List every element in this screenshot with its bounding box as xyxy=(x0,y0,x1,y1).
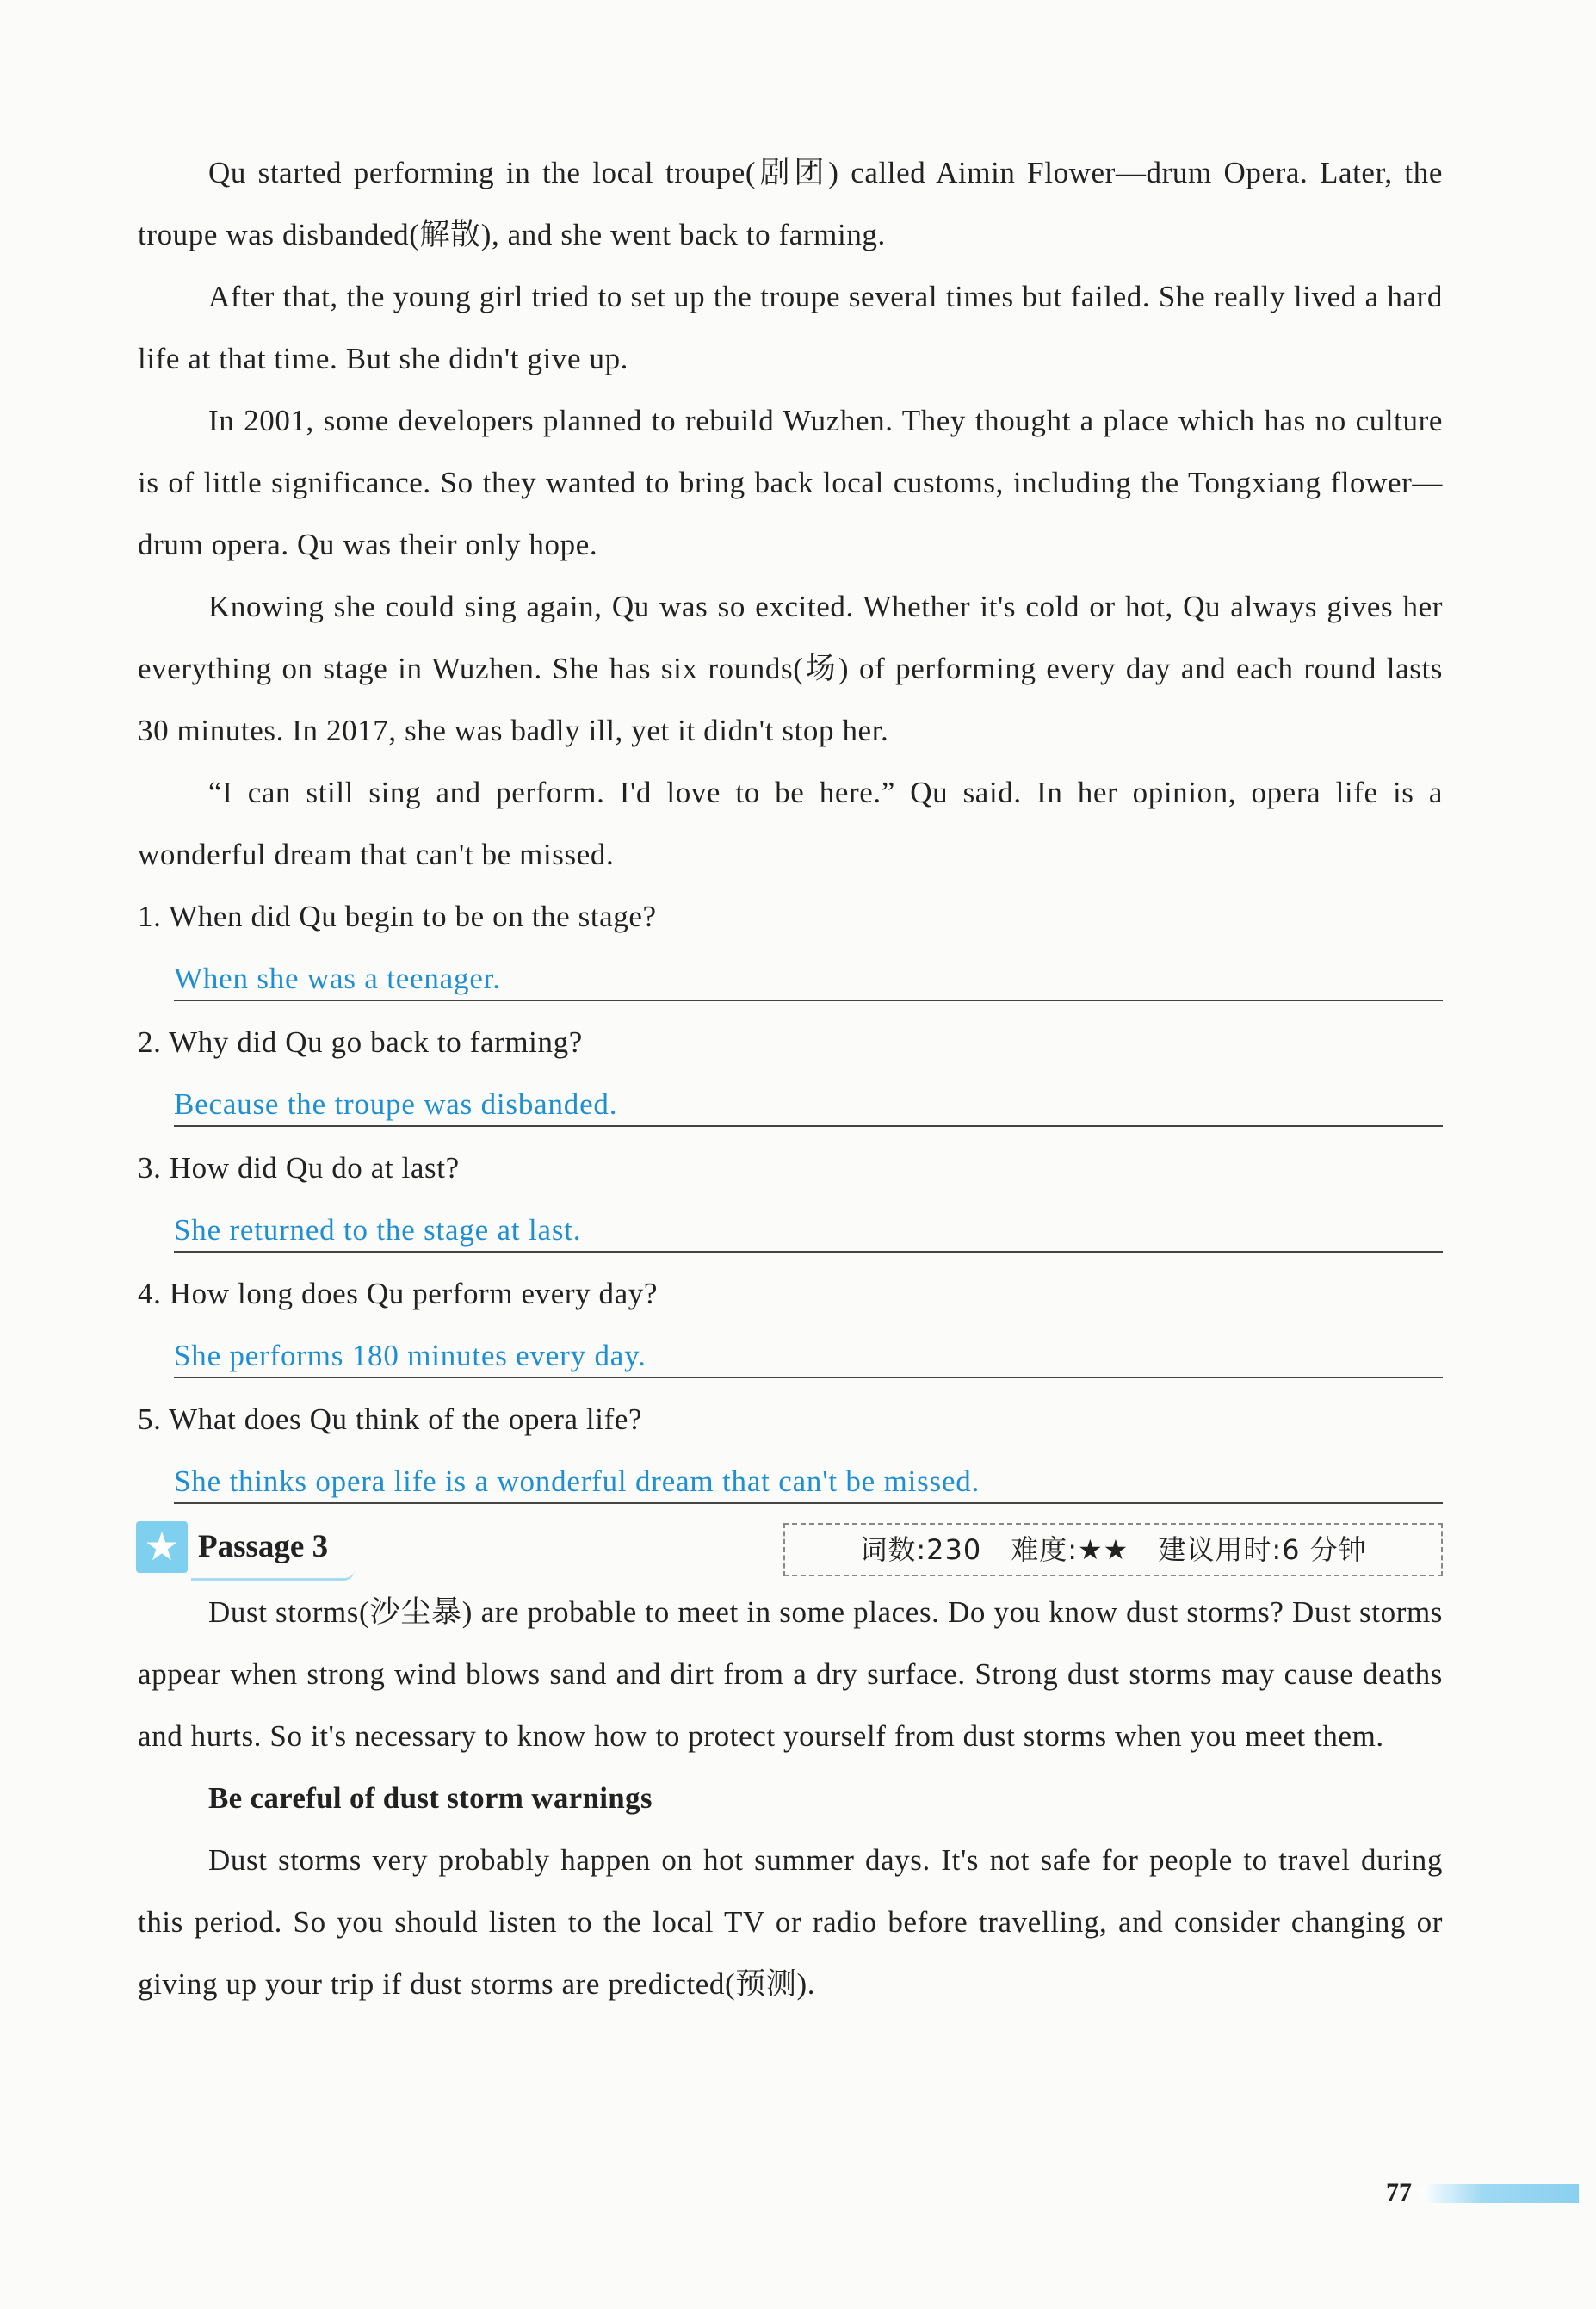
question-list xyxy=(138,886,1443,1504)
question-4: 4. How long does Qu perform every day? xyxy=(138,1277,659,1310)
question-5: 5. What does Qu think of the opera life? xyxy=(138,1402,643,1436)
passage-paragraph: In 2001, some developers planned to rebuild Wuzhen. They thought a place which has no culture is of little significance. So they wanted to bring back local customs, including the Tongxiang flower—drum opera. Qu was their only hope. xyxy=(138,404,1443,561)
passage-paragraph: Qu started performing in the local troupe(剧团) called Aimin Flower—drum Opera. Later, the troupe was disbanded(解散), and she went back to farming. xyxy=(138,156,1443,251)
suggested-time: 建议用时:6 分钟 xyxy=(1158,1533,1367,1566)
question-3: 3. How did Qu do at last? xyxy=(138,1151,460,1185)
question-2: 2. Why did Qu go back to farming? xyxy=(138,1025,583,1059)
star-icon: ★ xyxy=(136,1521,188,1573)
answer-line-1[interactable]: When she was a teenager. xyxy=(174,948,1443,1001)
page-number: 77 xyxy=(1386,2178,1412,2207)
question-1: 1. When did Qu begin to be on the stage? xyxy=(138,900,657,933)
page-number-bar-decoration xyxy=(1420,2184,1579,2203)
passage-paragraph: After that, the young girl tried to set up the troupe several times but failed. She really lived a hard life at that time. But she didn't give up. xyxy=(138,280,1443,375)
answer-line-5[interactable]: She thinks opera life is a wonderful dream that can't be missed. xyxy=(174,1451,1443,1504)
section-subheading: Be careful of dust storm warnings xyxy=(208,1781,653,1815)
word-count: 词数:230 xyxy=(859,1533,982,1566)
title-underline-decoration xyxy=(191,1569,355,1581)
passage-paragraph: Knowing she could sing again, Qu was so excited. Whether it's cold or hot, Qu always gives her everything on stage in Wuzhen. She has six rounds(场) of performing every day and each round lasts 30 minutes. In 2017, she was badly ill, yet it didn't stop her. xyxy=(138,590,1443,747)
passage-header xyxy=(138,1516,1443,1582)
answer-line-3[interactable]: She returned to the stage at last. xyxy=(174,1199,1443,1253)
answer-line-2[interactable]: Because the troupe was disbanded. xyxy=(174,1074,1443,1127)
passage3-intro: Dust storms(沙尘暴) are probable to meet in some places. Do you know dust storms? Dust storms appear when strong wind blows sand and dirt from a dry surface. Strong dust storms may cause deaths and hurts. So it's necessary to know how to protect yourself from dust storms when you meet them. xyxy=(138,1595,1443,1753)
passage3-section-text: Dust storms very probably happen on hot summer days. It's not safe for people to travel during this period. So you should listen to the local TV or radio before travelling, and consider changing or giving up your trip if dust storms are predicted(预测). xyxy=(138,1843,1443,2001)
passage-title: Passage 3 xyxy=(198,1529,329,1564)
passage-paragraph: “I can still sing and perform. I'd love to be here.” Qu said. In her opinion, opera life is a wonderful dream that can't be missed. xyxy=(138,776,1443,871)
page-content xyxy=(138,142,1443,2015)
difficulty-rating: 难度:★★ xyxy=(1011,1533,1129,1566)
answer-line-4[interactable]: She performs 180 minutes every day. xyxy=(174,1325,1443,1378)
passage-info-box xyxy=(783,1523,1443,1576)
